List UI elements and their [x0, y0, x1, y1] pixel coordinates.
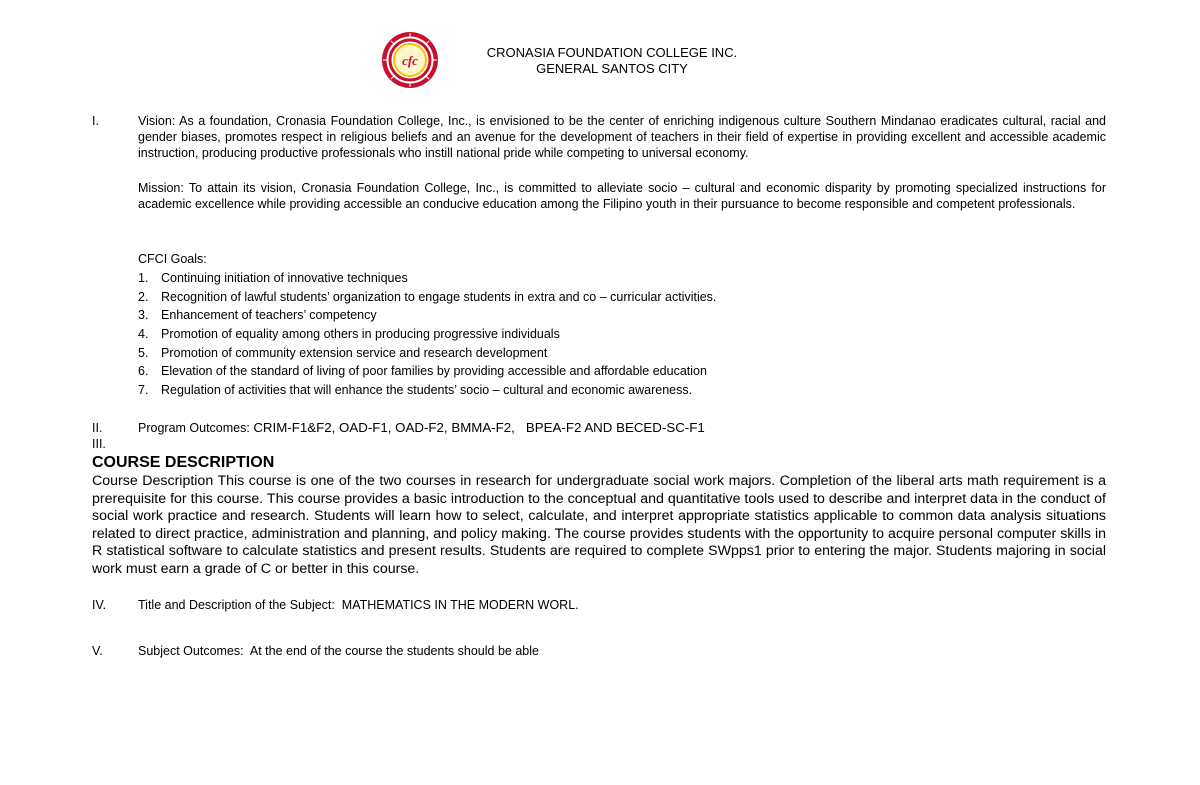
mission-paragraph: Mission: To attain its vision, Cronasia Foundation College, Inc., is committed to alleviate socio – cultural and economic disparity by promoting specialized instructions for academic excellence while providing accessible an conducive education among the Filipino youth in their pursuance to become responsible and competent professionals. — [138, 181, 1106, 211]
program-outcomes — [138, 420, 705, 436]
course-description-heading: COURSE DESCRIPTION — [92, 454, 275, 471]
list-item: 4. Promotion of equality among others in producing progressive individuals — [138, 327, 560, 342]
goals-list — [138, 270, 716, 401]
list-item: 1. Continuing initiation of innovative techniques — [138, 271, 408, 285]
seal-text: cfc — [402, 53, 418, 68]
list-item: 5. Promotion of community extension service and research development — [138, 345, 548, 360]
goals-title: CFCI Goals: — [138, 252, 207, 266]
course-description-body: Course Description This course is one of the two courses in research for undergraduate social work majors. Completion of the liberal arts math requirement is a prerequisite for this course. This course provides a basic introduction to the conceptual and quantitative tools used to describe and interpret data in the conduct of social work practice and research. Students will learn how to select, calculate, and interpret appropriate statistics applicable to common data analysis situations related to direct practice, administration and planning, and policy making. The course provides students with the opportunity to acquire personal computer skills in R statistical software to calculate statistics and present results. Students are required to complete SWpps1 prior to entering the major. Students majoring in social work must earn a grade of C or better in this course. — [92, 473, 1106, 577]
section-numeral-ii: II. — [92, 421, 103, 435]
list-item: 7. Regulation of activities that will enhance the students’ socio – cultural and economic awareness. — [138, 383, 693, 398]
institution-location: GENERAL SANTOS CITY — [536, 61, 688, 76]
letterhead — [380, 30, 800, 90]
section-numeral-iv: IV. — [92, 598, 107, 612]
section-numeral-i: I. — [92, 114, 99, 128]
program-outcomes-value: CRIM-F1&F2, OAD-F1, OAD-F2, BMMA-F2, BPEA-F2 AND BECED-SC-F1 — [253, 420, 705, 435]
program-outcomes-label: Program Outcomes: — [138, 421, 254, 435]
vision-paragraph: Vision: As a foundation, Cronasia Foundation College, Inc., is envisioned to be the center of enriching indigenous culture Southern Mindanao eradicates cultural, racial and gender biases, promotes respect in religious beliefs and an avenue for the development of teachers in their field of expertise in providing excellent and accessible academic instruction, producing productive professionals who instill national pride while competing to universal economy. — [138, 114, 1106, 160]
section-numeral-iii: III. — [92, 437, 106, 451]
institution-name: CRONASIA FOUNDATION COLLEGE INC. — [486, 45, 738, 60]
section-numeral-v: V. — [92, 644, 103, 658]
college-seal-icon — [380, 30, 440, 90]
list-item: 3. Enhancement of teachers’ competency — [138, 308, 377, 323]
subject-title: Title and Description of the Subject: MATHEMATICS IN THE MODERN WORL. — [138, 598, 579, 612]
list-item: 2. Recognition of lawful students’ organization to engage students in extra and co – curricular activities. — [138, 289, 717, 304]
list-item: 6. Elevation of the standard of living of poor families by providing accessible and affordable education — [138, 364, 707, 379]
subject-outcomes: Subject Outcomes: At the end of the course the students should be able — [138, 644, 539, 658]
